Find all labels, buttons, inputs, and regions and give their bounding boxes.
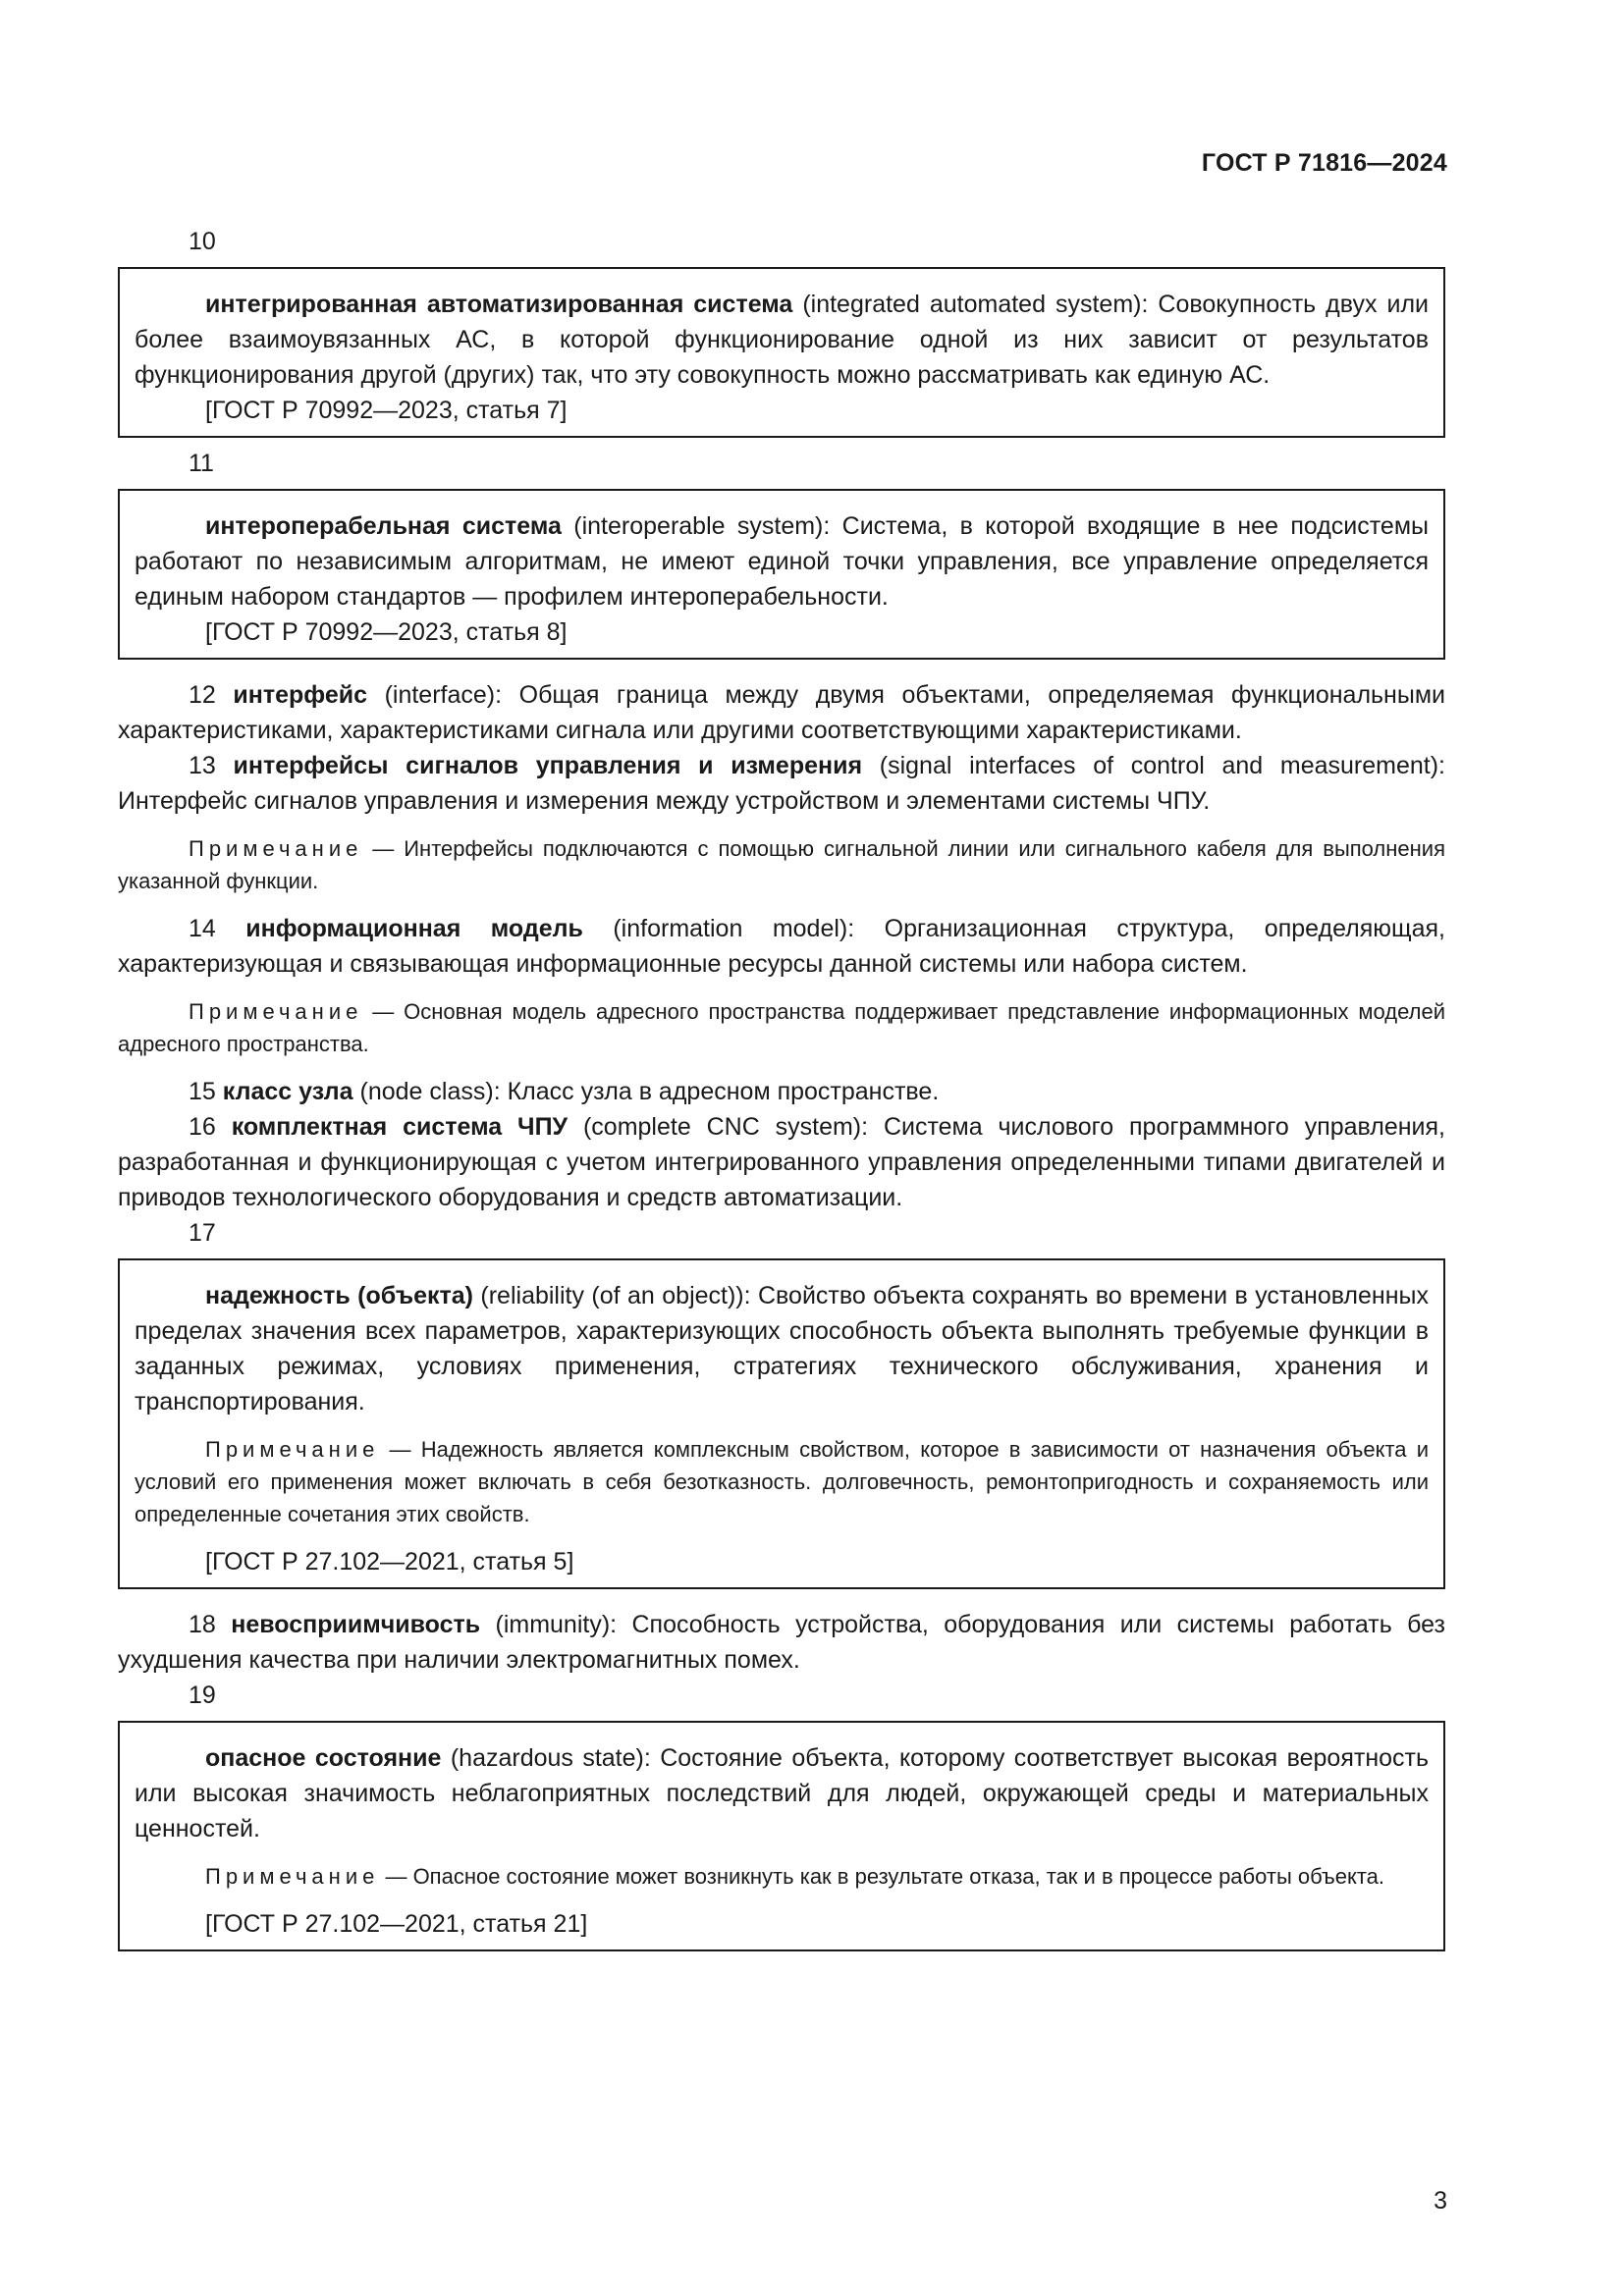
term-definition-12 <box>118 677 1445 748</box>
term-definition <box>135 1740 1429 1846</box>
term-title: интегрированная автоматизированная система <box>205 291 793 318</box>
note-text: — Основная модель адресного пространства поддерживает представление информационных моделей адресного пространства. <box>118 999 1445 1056</box>
term-definition <box>135 1278 1429 1419</box>
term-title: комплектная система ЧПУ <box>231 1113 568 1141</box>
note-text: — Надежность является комплексным свойством, которое в зависимости от назначения объекта и условий его применения может включать в себя безотказность. долговечность, ремонтопригодность и сохраняемость или определенные сочетания этих свойств. <box>135 1437 1429 1526</box>
term-text: (immunity): Способность устройства, оборудования или системы работать без ухудшения качества при наличии электромагнитных помех. <box>118 1611 1445 1674</box>
term-number: 17 <box>189 1219 216 1247</box>
note-text: — Интерфейсы подключаются с помощью сигнальной линии или сигнального кабеля для выполнения указанной функции. <box>118 836 1445 893</box>
term-title: невосприимчивость <box>231 1611 481 1638</box>
term-source: [ГОСТ Р 70992—2023, статья 8] <box>205 618 568 646</box>
term-source: [ГОСТ Р 27.102—2021, статья 5] <box>205 1548 574 1575</box>
term-text: (complete CNC system): Система числового программного управления, разработанная и функционирующая с учетом интегрированного управления определенными типами двигателей и приводов технологического оборудования и средств автоматизации. <box>118 1113 1445 1211</box>
term-title: интероперабельная система <box>205 512 562 540</box>
term-frame-17 <box>118 1258 1445 1589</box>
term-source: [ГОСТ Р 27.102—2021, статья 21] <box>205 1910 588 1938</box>
page-number: 3 <box>1434 2187 1447 2215</box>
term-text: (hazardous state): Состояние объекта, которому соответствует высокая вероятность или высокая значимость неблагоприятных последствий для людей, окружающей среды и материальных ценностей. <box>135 1744 1429 1842</box>
term-frame-19 <box>118 1721 1445 1951</box>
term-text: (integrated automated system): Совокупность двух или более взаимоувязанных АС, в которой функционирование одной из них зависит от результатов функционирования другой (других) так, что эту совокупность можно рассматривать как единую АС. <box>135 291 1430 389</box>
note-label: Примечание <box>189 836 363 861</box>
term-note <box>135 1433 1429 1530</box>
term-frame-10 <box>118 267 1445 438</box>
note-text: — Опасное состояние может возникнуть как в результате отказа, так и в процессе работы объекта. <box>379 1864 1385 1889</box>
term-definition-15 <box>118 1074 1445 1109</box>
term-title: опасное состояние <box>205 1744 442 1772</box>
term-note <box>135 1860 1429 1893</box>
term-definition-18 <box>118 1607 1445 1678</box>
term-definition <box>135 287 1429 393</box>
document-code-header: ГОСТ Р 71816—2024 <box>1201 149 1447 177</box>
term-title: интерфейс <box>233 681 367 709</box>
term-title: интерфейсы сигналов управления и измерения <box>233 752 863 779</box>
term-number: 11 <box>189 450 214 477</box>
term-number: 10 <box>189 228 216 255</box>
term-text: (interoperable system): Система, в которой входящие в нее подсистемы работают по независимым алгоритмам, не имеют единой точки управления, все управление определяется единым набором стандартов — профилем интероперабельности. <box>135 512 1429 611</box>
term-number: 14 <box>189 915 216 942</box>
term-number: 12 <box>189 681 216 709</box>
terms-content <box>118 224 1445 1959</box>
term-text: (node class): Класс узла в адресном пространстве. <box>352 1078 940 1105</box>
term-note <box>118 995 1445 1060</box>
term-number: 15 <box>189 1078 216 1105</box>
term-title: класс узла <box>222 1078 353 1105</box>
term-definition <box>135 508 1429 614</box>
term-number: 19 <box>189 1682 216 1709</box>
term-definition-14 <box>118 911 1445 982</box>
term-text: (signal interfaces of control and measurement): Интерфейс сигналов управления и измерения между устройством и элементами системы ЧПУ. <box>118 752 1445 815</box>
term-source: [ГОСТ Р 70992—2023, статья 7] <box>205 397 568 424</box>
term-title: надежность (объекта) <box>205 1282 473 1309</box>
term-number: 18 <box>189 1611 216 1638</box>
term-frame-11 <box>118 489 1445 660</box>
term-text: (information model): Организационная структура, определяющая, характеризующая и связывающая информационные ресурсы данной системы или набора систем. <box>118 915 1445 978</box>
term-definition-13 <box>118 748 1445 819</box>
term-title: информационная модель <box>245 915 583 942</box>
term-number: 16 <box>189 1113 216 1141</box>
term-text: (interface): Общая граница между двумя объектами, определяемая функциональными характеристиками, характеристиками сигнала или другими соответствующими характеристиками. <box>118 681 1445 744</box>
note-label: Примечание <box>205 1864 380 1889</box>
term-number: 13 <box>189 752 216 779</box>
term-note <box>118 832 1445 897</box>
note-label: Примечание <box>205 1437 380 1462</box>
term-definition-16 <box>118 1109 1445 1215</box>
note-label: Примечание <box>189 999 363 1024</box>
term-text: (reliability (of an object)): Свойство объекта сохранять во времени в установленных пределах значения всех параметров, характеризующих способность объекта выполнять требуемые функции в заданных режимах, условиях применения, стратегиях технического обслуживания, хранения и транспортирования. <box>135 1282 1429 1415</box>
